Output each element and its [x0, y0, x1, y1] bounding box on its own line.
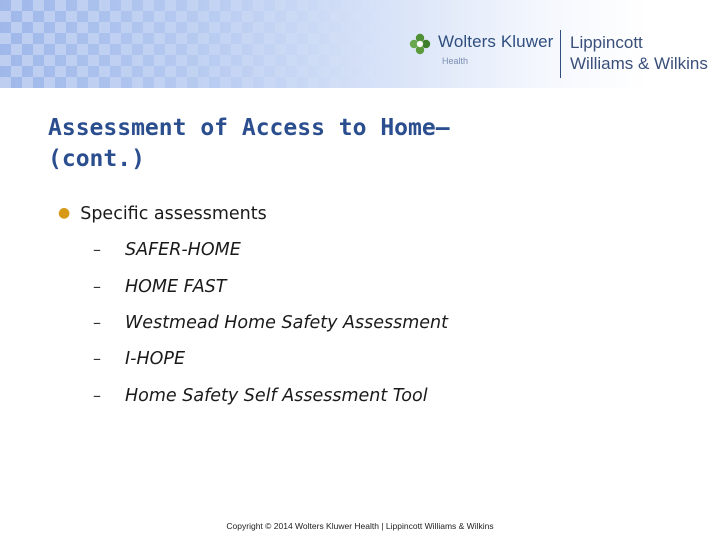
sub-item-text: I-HOPE — [125, 349, 186, 369]
slide-title-line1: Assessment of Access to Home— — [48, 115, 450, 141]
sub-item-text: Westmead Home Safety Assessment — [125, 313, 449, 333]
sub-item-dash: – — [93, 386, 101, 405]
copyright-footer: Copyright © 2014 Wolters Kluwer Health | Lippincott Williams & Wilkins — [226, 521, 494, 531]
header-band — [0, 0, 720, 88]
sub-item — [93, 277, 226, 303]
sub-item-text: HOME FAST — [125, 277, 227, 297]
bullet-item — [58, 204, 267, 224]
sub-item-text: Home Safety Self Assessment Tool — [125, 386, 428, 406]
sub-item — [93, 313, 448, 339]
sub-item — [93, 349, 185, 375]
bullet-text: Specific assessments — [80, 204, 267, 224]
logo-partner — [570, 32, 708, 74]
slide-title-line2: (cont.) — [48, 146, 145, 172]
sub-item-dash: – — [93, 240, 101, 259]
logo-division: Health — [442, 56, 469, 66]
sub-item — [93, 386, 428, 412]
logo-divider — [560, 30, 561, 78]
sub-item-dash: – — [93, 349, 101, 368]
publisher-logo — [404, 26, 716, 82]
logo-company-name: Wolters Kluwer — [438, 32, 554, 51]
sub-item-text: SAFER-HOME — [125, 240, 241, 260]
slide-title — [48, 113, 668, 175]
logo-partner-line1: Lippincott — [570, 33, 643, 52]
checker-pattern — [0, 0, 420, 88]
sub-item — [93, 240, 241, 266]
sub-item-dash: – — [93, 313, 101, 332]
logo-partner-line2: Williams & Wilkins — [570, 54, 708, 73]
sub-item-dash: – — [93, 277, 101, 296]
wolters-kluwer-logo-icon — [408, 32, 432, 56]
bullet-dot-icon: ● — [58, 205, 71, 221]
